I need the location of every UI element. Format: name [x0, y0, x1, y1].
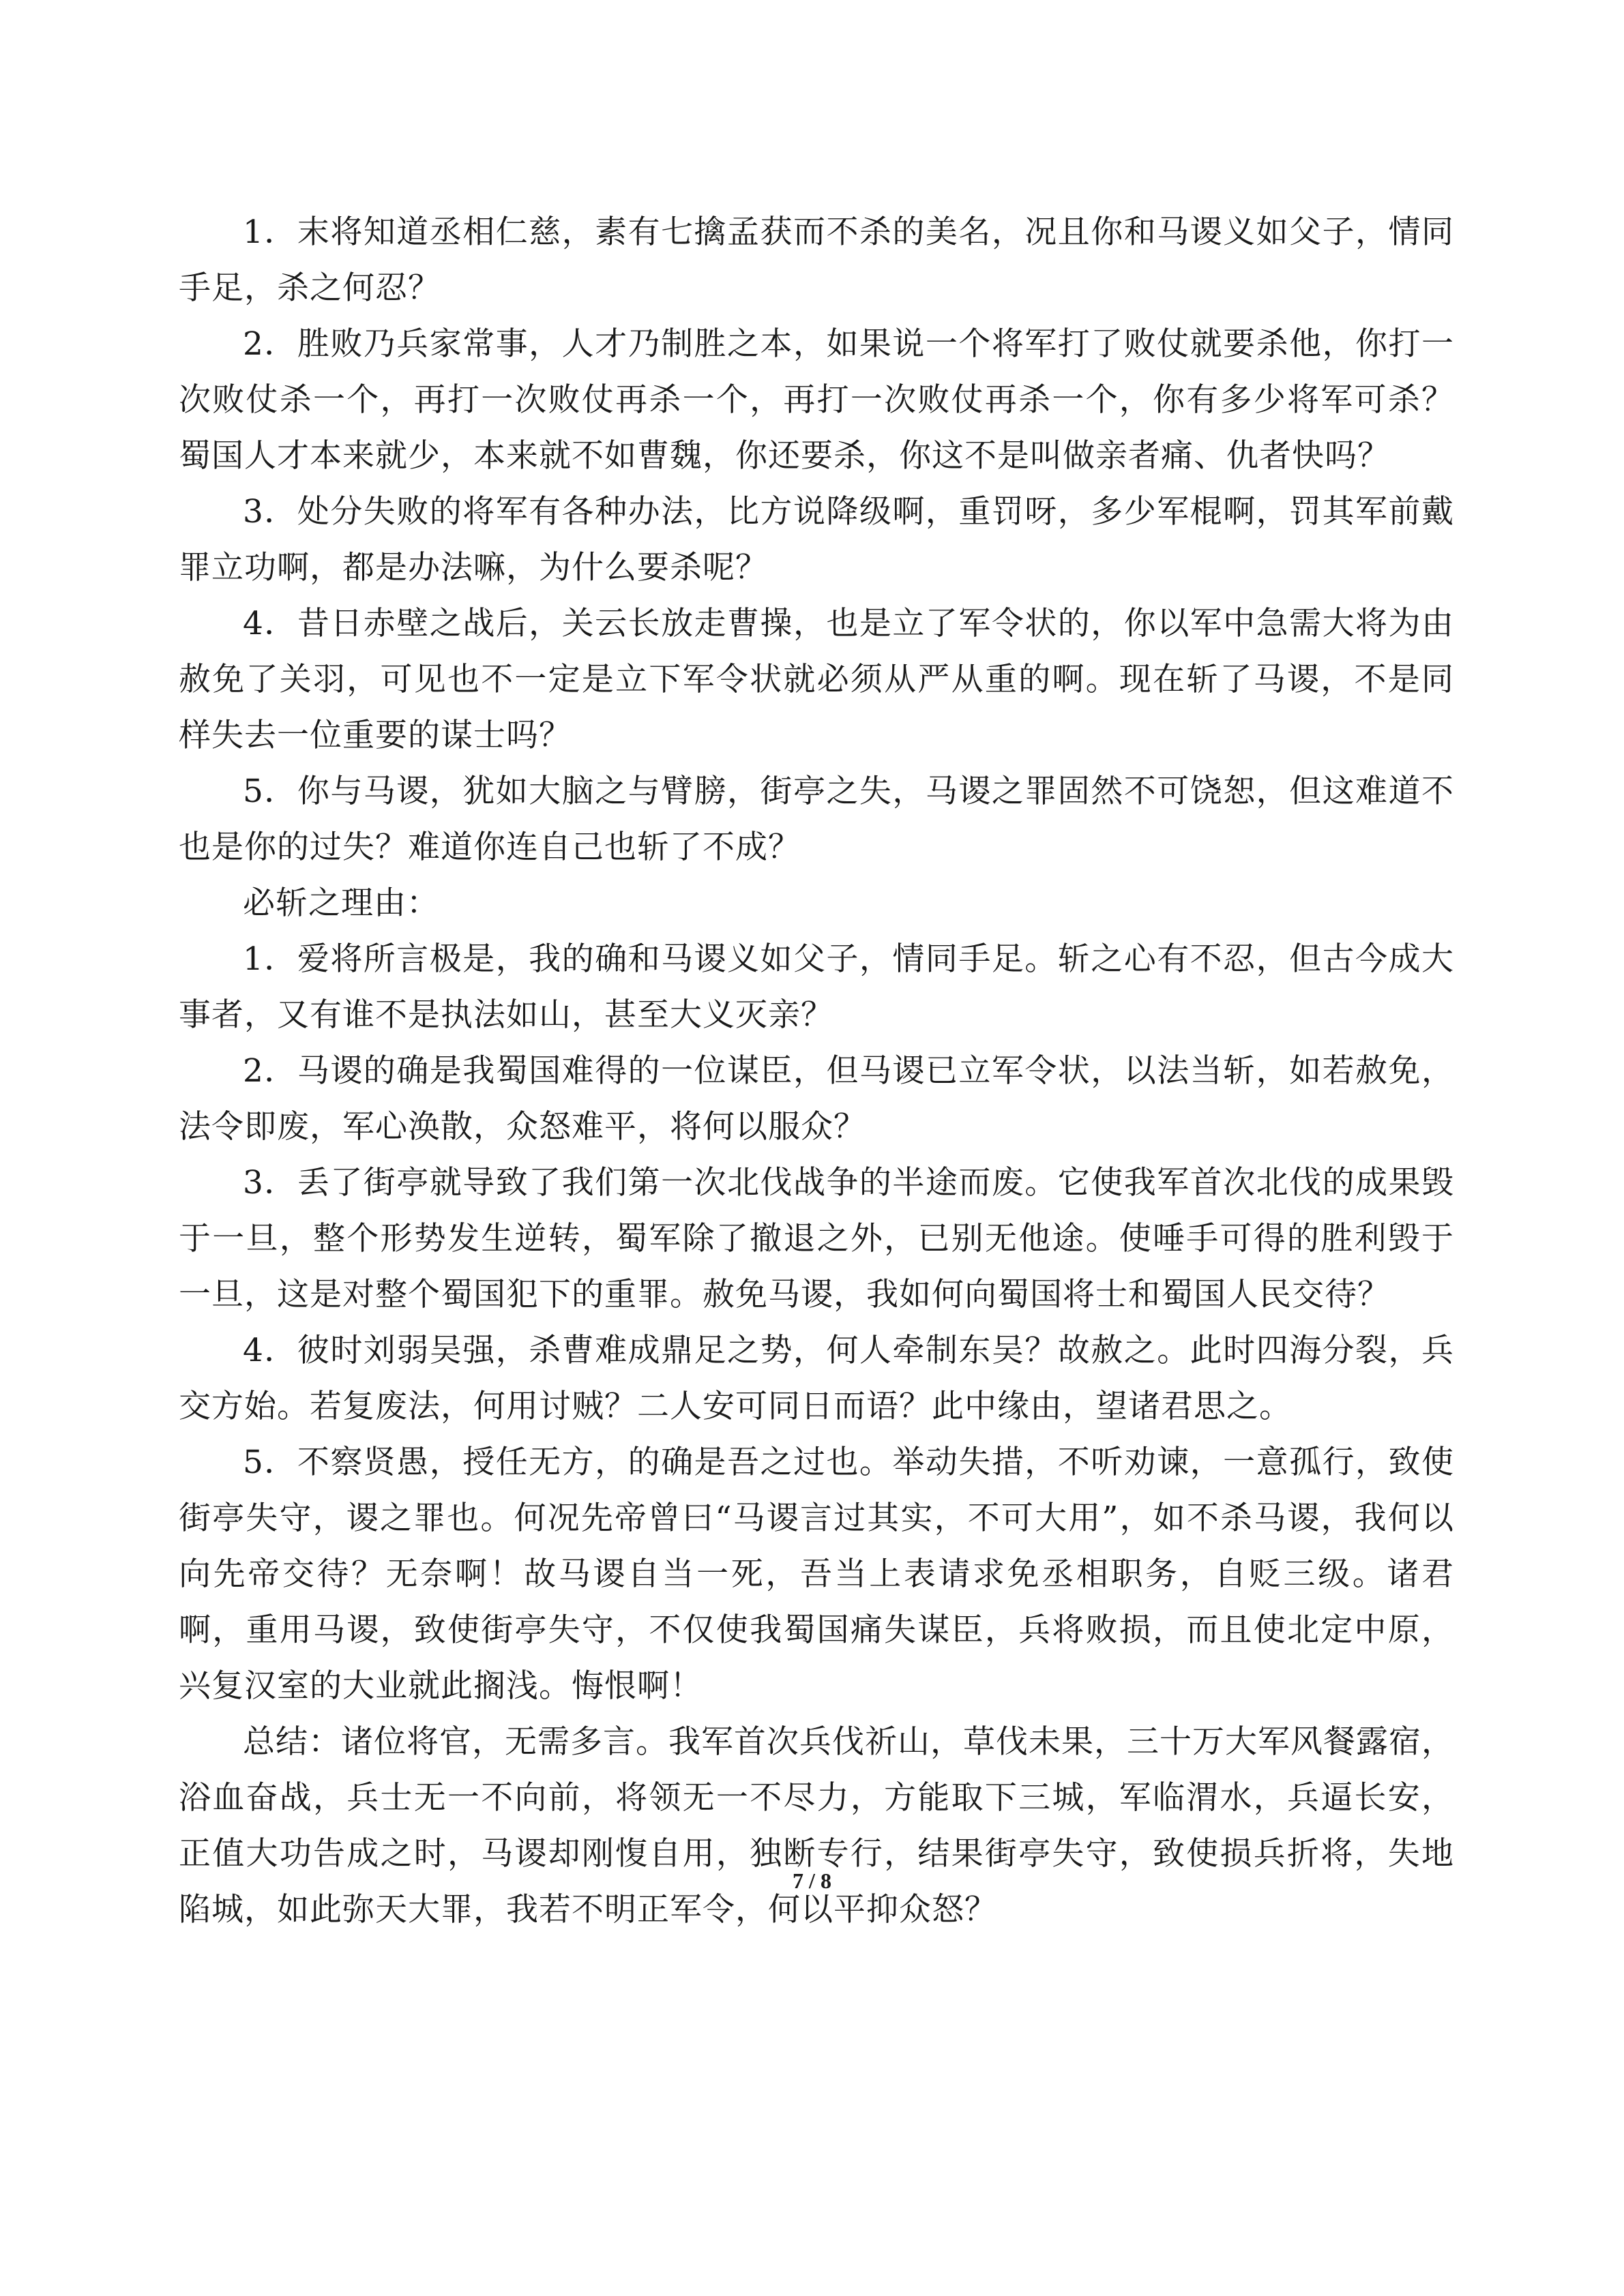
paragraph-reason-4: 4．彼时刘弱吴强，杀曹难成鼎足之势，何人牵制东吴？故赦之。此时四海分裂，兵交方始。若复废法，何用讨贼？二人安可同日而语？此中缘由，望诸君思之。	[179, 1332, 1454, 1425]
page-number: 7 / 8	[793, 1868, 831, 1893]
paragraph-argument-5: 5．你与马谡，犹如大脑之与臂膀，街亭之失，马谡之罪固然不可饶恕，但这难道不也是你的过失？难道你连自己也斩了不成？	[179, 773, 1454, 866]
paragraph-argument-4: 4．昔日赤壁之战后，关云长放走曹操，也是立了军令状的，你以军中急需大将为由赦免了关羽，可见也不一定是立下军令状就必须从严从重的啊。现在斩了马谡，不是同样失去一位重要的谋士吗？	[179, 605, 1454, 754]
paragraph-summary: 总结：诸位将官，无需多言。我军首次兵伐祈山，草伐未果，三十万大军风餐露宿，浴血奋战，兵士无一不向前，将领无一不尽力，方能取下三城，军临渭水，兵逼长安，正值大功告成之时，马谡却刚愎自用，独断专行，结果街亭失守，致使损兵折将，失地陷城，如此弥天大罪，我若不明正军令，何以平抑众怒？	[179, 1723, 1454, 1928]
document-body	[179, 205, 1454, 1938]
paragraph-reason-3: 3．丢了街亭就导致了我们第一次北伐战争的半途而废。它使我军首次北伐的成果毁于一旦，整个形势发生逆转，蜀军除了撤退之外，已别无他途。使唾手可得的胜利毁于一旦，这是对整个蜀国犯下的重罪。赦免马谡，我如何向蜀国将士和蜀国人民交待？	[179, 1164, 1454, 1313]
paragraph-argument-3: 3．处分失败的将军有各种办法，比方说降级啊，重罚呀，多少军棍啊，罚其军前戴罪立功啊，都是办法嘛，为什么要杀呢？	[179, 493, 1454, 586]
paragraph-reason-2: 2．马谡的确是我蜀国难得的一位谋臣，但马谡已立军令状，以法当斩，如若赦免，法令即废，军心涣散，众怒难平，将何以服众？	[179, 1052, 1454, 1146]
paragraph-argument-1: 1．末将知道丞相仁慈，素有七擒孟获而不杀的美名，况且你和马谡义如父子，情同手足，杀之何忍？	[179, 213, 1454, 307]
section-heading-reasons: 必斩之理由：	[243, 884, 439, 922]
paragraph-argument-2: 2．胜败乃兵家常事，人才乃制胜之本，如果说一个将军打了败仗就要杀他，你打一次败仗杀一个，再打一次败仗再杀一个，再打一次败仗再杀一个，你有多少将军可杀？蜀国人才本来就少，本来就不如曹魏，你还要杀，你这不是叫做亲者痛、仇者快吗？	[179, 325, 1454, 475]
paragraph-reason-5: 5．不察贤愚，授任无方，的确是吾之过也。举动失措，不听劝谏，一意孤行，致使街亭失守，谡之罪也。何况先帝曾曰“马谡言过其实，不可大用”，如不杀马谡，我何以向先帝交待？无奈啊！故马谡自当一死，吾当上表请求免丞相职务，自贬三级。诸君啊，重用马谡，致使街亭失守，不仅使我蜀国痛失谋臣，兵将败损，而且使北定中原，兴复汉室的大业就此搁浅。悔恨啊！	[179, 1444, 1454, 1705]
paragraph-reason-1: 1．爱将所言极是，我的确和马谡义如父子，情同手足。斩之心有不忍，但古今成大事者，又有谁不是执法如山，甚至大义灭亲？	[179, 940, 1454, 1034]
